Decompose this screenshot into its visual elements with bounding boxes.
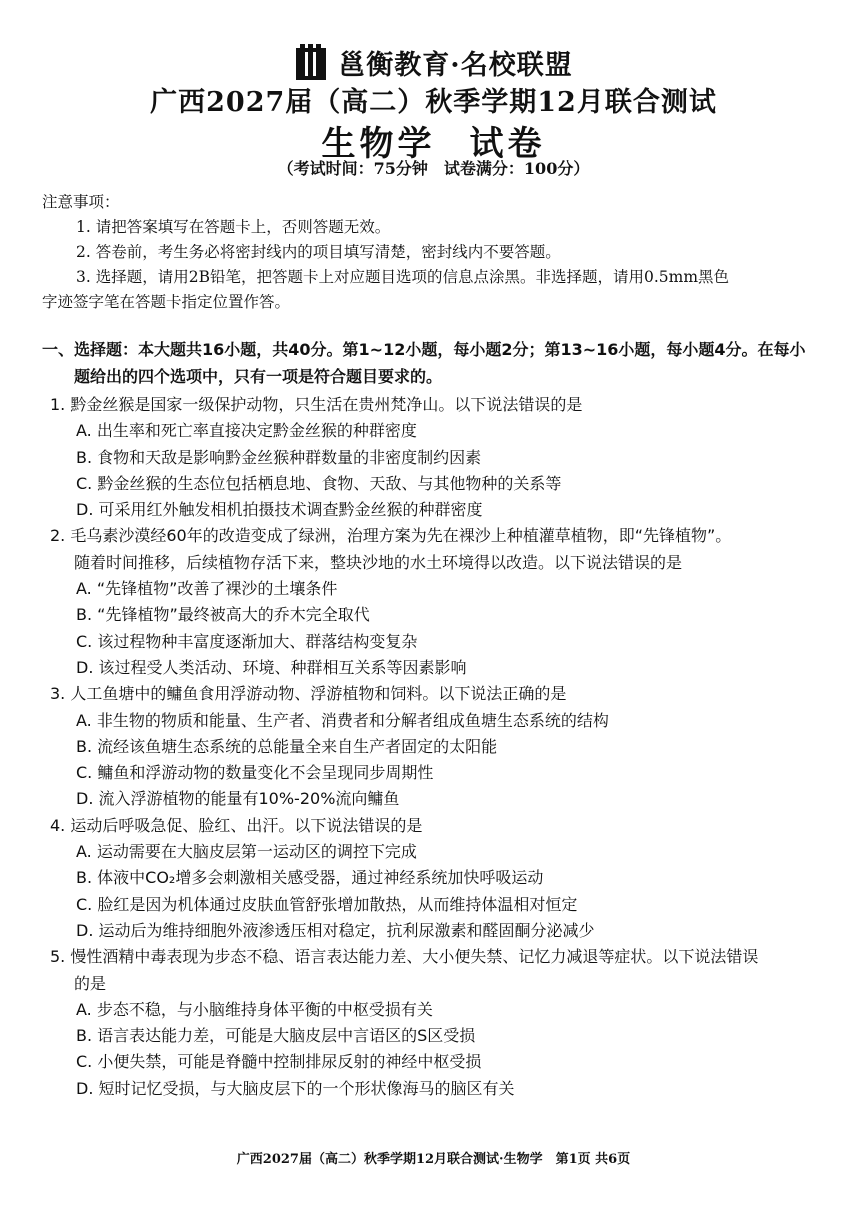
option-c: C. 该过程物种丰富度逐渐加大、群落结构变复杂	[76, 631, 418, 651]
question-stem: 3. 人工鱼塘中的鳙鱼食用浮游动物、浮游植物和饲料。以下说法正确的是	[50, 684, 567, 704]
note-item-1: 1. 请把答案填写在答题卡上，否则答题无效。	[76, 218, 391, 236]
question-stem-cont: 的是	[74, 973, 107, 993]
option-b: B. 体液中CO₂增多会刺激相关感受器，通过神经系统加快呼吸运动	[76, 868, 544, 888]
option-b: B. 语言表达能力差，可能是大脑皮层中言语区的S区受损	[76, 1026, 476, 1046]
section-heading	[42, 336, 832, 390]
book-logo-icon	[294, 42, 328, 82]
option-d: D. 流入浮游植物的能量有10%-20%流向鳙鱼	[76, 789, 400, 809]
section-line-1: 一、选择题：本大题共16小题，共40分。第1~12小题，每小题2分；第13~16小题，每小题4分。在每小	[42, 340, 806, 359]
question-stem-cont: 随着时间推移，后续植物存活下来，整块沙地的水土环境得以改造。以下说法错误的是	[74, 552, 683, 572]
notes-title: 注意事项：	[42, 193, 120, 211]
section-line-2: 题给出的四个选项中，只有一项是符合题目要求的。	[74, 367, 443, 386]
option-c: C. 脸红是因为机体通过皮肤血管舒张增加散热，从而维持体温相对恒定	[76, 894, 578, 914]
note-item-3: 3. 选择题，请用2B铅笔，把答题卡上对应题目选项的信息点涂黑。非选择题，请用0.5mm黑色	[76, 268, 730, 286]
option-b: B. “先锋植物”最终被高大的乔木完全取代	[76, 605, 370, 625]
option-a: A. 出生率和死亡率直接决定黔金丝猴的种群密度	[76, 421, 417, 441]
option-b: B. 流经该鱼塘生态系统的总能量全来自生产者固定的太阳能	[76, 736, 498, 756]
note-item-2: 2. 答卷前，考生务必将密封线内的项目填写清楚，密封线内不要答题。	[76, 243, 561, 261]
option-d: D. 该过程受人类活动、环境、种群相互关系等因素影响	[76, 657, 467, 677]
question-4	[50, 813, 840, 944]
question-1	[50, 392, 840, 523]
question-stem: 1. 黔金丝猴是国家一级保护动物，只生活在贵州梵净山。以下说法错误的是	[50, 395, 583, 414]
exam-time-info: （考试时间：75分钟 试卷满分：100分）	[277, 159, 590, 178]
note-item-3-cont: 字迹签字笔在答题卡指定位置作答。	[42, 293, 291, 311]
option-c: C. 黔金丝猴的生态位包括栖息地、食物、天敌、与其他物种的关系等	[76, 473, 562, 493]
question-2	[50, 523, 840, 681]
option-a: A. 步态不稳，与小脑维持身体平衡的中枢受损有关	[76, 999, 433, 1019]
paper-label: 试卷	[469, 124, 546, 164]
question-stem: 2. 毛乌素沙漠经60年的改造变成了绿洲，治理方案为先在裸沙上种植灌草植物，即“先锋植物”。	[50, 526, 732, 546]
option-d: D. 运动后为维持细胞外液渗透压相对稳定，抗利尿激素和醛固酮分泌减少	[76, 920, 595, 940]
option-d: D. 短时记忆受损，与大脑皮层下的一个形状像海马的脑区有关	[76, 1078, 515, 1098]
subject-name: 生物学	[321, 124, 436, 164]
question-stem: 5. 慢性酒精中毒表现为步态不稳、语言表达能力差、大小便失禁、记忆力减退等症状。以下说法错误	[50, 947, 759, 967]
option-c: C. 小便失禁，可能是脊髓中控制排尿反射的神经中枢受损	[76, 1052, 482, 1072]
brand-name: 邕衡教育·名校联盟	[338, 49, 573, 81]
exam-title: 广西2027届（高二）秋季学期12月联合测试	[150, 87, 717, 118]
notes-block	[42, 190, 832, 315]
question-3	[50, 681, 840, 812]
page-footer: 广西2027届（高二）秋季学期12月联合测试·生物学 第1页 共6页	[236, 1152, 631, 1167]
option-a: A. “先锋植物”改善了裸沙的土壤条件	[76, 579, 338, 599]
option-d: D. 可采用红外触发相机拍摄技术调查黔金丝猴的种群密度	[76, 500, 483, 520]
option-a: A. 非生物的物质和能量、生产者、消费者和分解者组成鱼塘生态系统的结构	[76, 710, 609, 730]
option-b: B. 食物和天敌是影响黔金丝猴种群数量的非密度制约因素	[76, 447, 482, 467]
question-list	[50, 392, 840, 1102]
option-a: A. 运动需要在大脑皮层第一运动区的调控下完成	[76, 842, 417, 862]
question-stem: 4. 运动后呼吸急促、脸红、出汗。以下说法错误的是	[50, 815, 423, 835]
question-5	[50, 944, 840, 1102]
option-c: C. 鳙鱼和浮游动物的数量变化不会呈现同步周期性	[76, 763, 434, 783]
